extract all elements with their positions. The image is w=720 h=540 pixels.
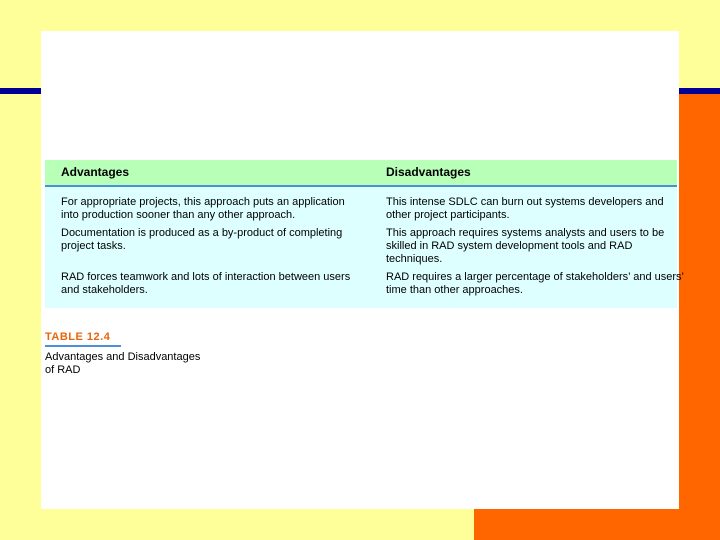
- header-advantages: Advantages: [61, 165, 130, 179]
- header-disadvantages: Disadvantages: [386, 165, 471, 179]
- advantage-cell-1: For appropriate projects, this approach puts an application into production sooner than any other approach.: [61, 196, 345, 221]
- advantage-cell-3: RAD forces teamwork and lots of interaction between users and stakeholders.: [61, 271, 351, 296]
- disadvantage-cell-1: This intense SDLC can burn out systems developers and other project participants.: [386, 196, 664, 221]
- disadvantage-cell-3: RAD requires a larger percentage of stakeholders’ and users’ time than other approaches.: [386, 271, 684, 296]
- blue-rule-right: [678, 88, 720, 94]
- advantage-cell-2: Documentation is produced as a by-product of completing project tasks.: [61, 227, 343, 252]
- blue-rule-left: [0, 88, 42, 94]
- disadvantage-cell-2: This approach requires systems analysts and users to be skilled in RAD system development tools and RAD techniques.: [386, 227, 665, 265]
- slide-panel: [41, 31, 684, 509]
- table-number-label: TABLE 12.4: [45, 331, 111, 343]
- caption-divider: [45, 345, 121, 347]
- table-header: [45, 160, 677, 187]
- table-caption: Advantages and Disadvantages of RAD: [45, 351, 201, 376]
- rad-table: [45, 160, 684, 308]
